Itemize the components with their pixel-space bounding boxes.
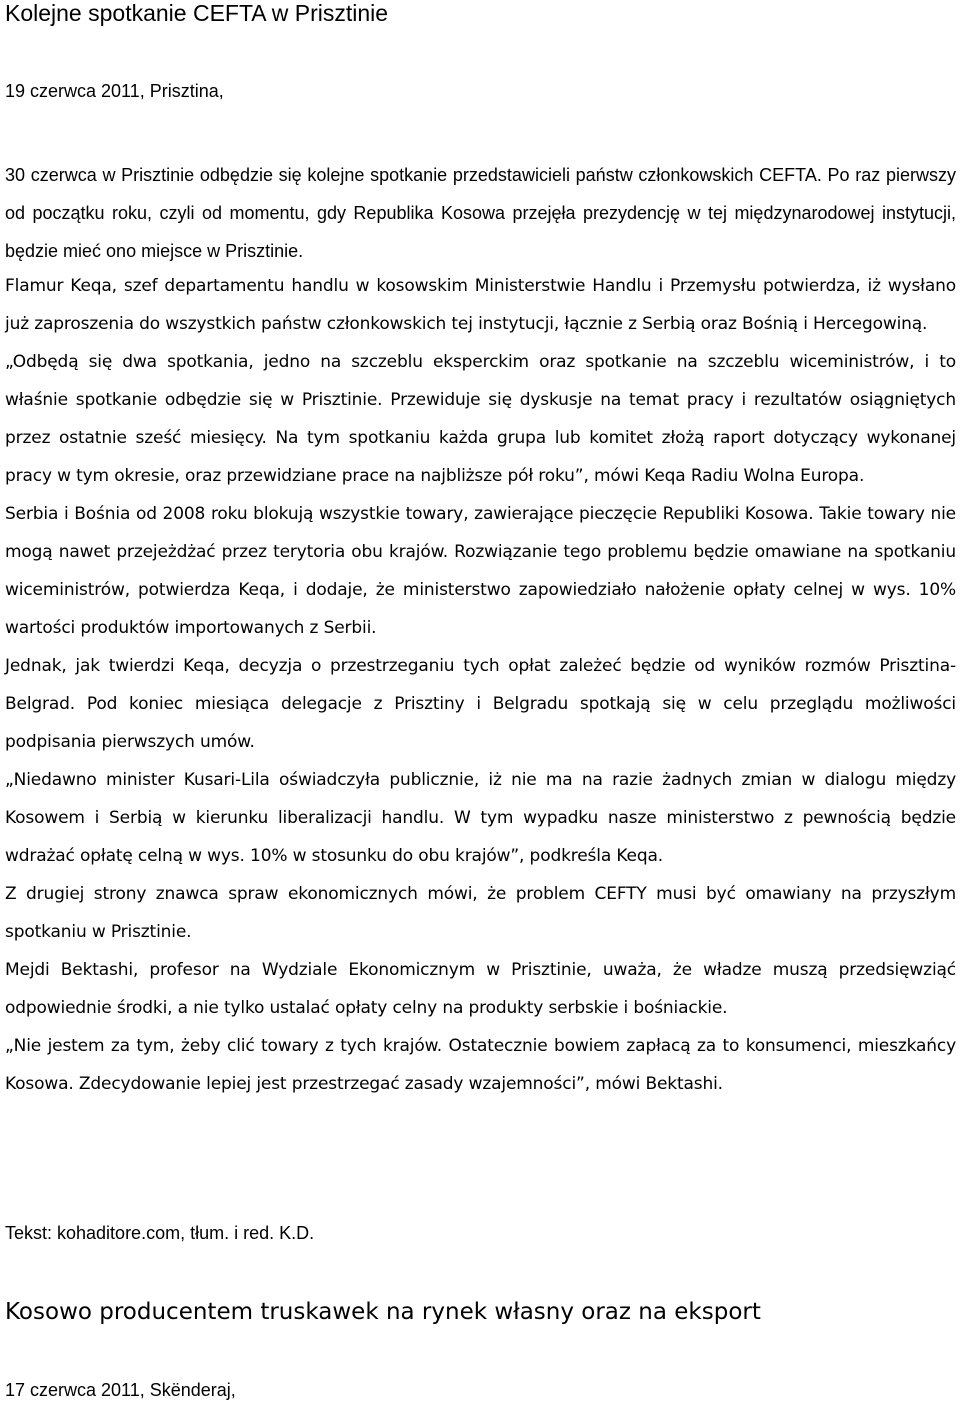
next-article-title: Kosowo producentem truskawek na rynek własny oraz na eksport <box>5 1299 761 1325</box>
body-paragraph: Mejdi Bektashi, profesor na Wydziale Ekonomicznym w Prisztinie, uważa, że władze muszą przedsięwziąć odpowiednie środki, a nie tylko ustalać opłaty celny na produkty serbskie i bośniackie. <box>5 960 956 1018</box>
article-title: Kolejne spotkanie CEFTA w Prisztinie <box>5 0 389 26</box>
intro-paragraph: 30 czerwca w Prisztinie odbędzie się kolejne spotkanie przedstawicieli państw członkowskich CEFTA. Po raz pierwszy od początku roku, czyli od momentu, gdy Republika Kosowa przejęła prezydencję w tej międzynarodowej instytucji, będzie mieć ono miejsce w Prisztinie. <box>5 165 956 261</box>
article-body <box>5 267 956 1103</box>
body-paragraph: Jednak, jak twierdzi Keqa, decyzja o przestrzeganiu tych opłat zależeć będzie od wyników rozmów Prisztina-Belgrad. Pod koniec miesiąca delegacje z Prisztiny i Belgradu spotkają się w celu przeglądu możliwości podpisania pierwszych umów. <box>5 656 956 752</box>
body-paragraph: „Niedawno minister Kusari-Lila oświadczyła publicznie, iż nie ma na razie żadnych zmian w dialogu między Kosowem i Serbią w kierunku liberalizacji handlu. W tym wypadku nasze ministerstwo z pewnością będzie wdrażać opłatę celną w wys. 10% w stosunku do obu krajów”, podkreśla Keqa. <box>5 770 956 866</box>
article-dateline: 19 czerwca 2011, Prisztina, <box>5 81 224 101</box>
body-paragraph: Flamur Keqa, szef departamentu handlu w kosowskim Ministerstwie Handlu i Przemysłu potwierdza, iż wysłano już zaproszenia do wszystkich państw członkowskich tej instytucji, łącznie z Serbią oraz Bośnią i Hercegowiną. <box>5 276 956 334</box>
next-article-dateline: 17 czerwca 2011, Skënderaj, <box>5 1380 236 1400</box>
body-paragraph: „Nie jestem za tym, żeby clić towary z tych krajów. Ostatecznie bowiem zapłacą za to konsumenci, mieszkańcy Kosowa. Zdecydowanie lepiej jest przestrzegać zasady wzajemności”, mówi Bektashi. <box>5 1036 956 1094</box>
body-paragraph: Z drugiej strony znawca spraw ekonomicznych mówi, że problem CEFTY musi być omawiany na przyszłym spotkaniu w Prisztinie. <box>5 884 956 942</box>
article-intro <box>5 156 956 270</box>
article-credit: Tekst: kohaditore.com, tłum. i red. K.D. <box>5 1223 315 1243</box>
body-paragraph: „Odbędą się dwa spotkania, jedno na szczeblu eksperckim oraz spotkanie na szczeblu wiceministrów, i to właśnie spotkanie odbędzie się w Prisztinie. Przewiduje się dyskusje na temat pracy i rezultatów osiągniętych przez ostatnie sześć miesięcy. Na tym spotkaniu każda grupa lub komitet złożą raport dotyczący wykonanej pracy w tym okresie, oraz przewidziane prace na najbliższe pół roku”, mówi Keqa Radiu Wolna Europa. <box>5 352 956 486</box>
body-paragraph: Serbia i Bośnia od 2008 roku blokują wszystkie towary, zawierające pieczęcie Republiki Kosowa. Takie towary nie mogą nawet przejeżdżać przez terytoria obu krajów. Rozwiązanie tego problemu będzie omawiane na spotkaniu wiceministrów, potwierdza Keqa, i dodaje, że ministerstwo zapowiedziało nałożenie opłaty celnej w wys. 10% wartości produktów importowanych z Serbii. <box>5 504 956 638</box>
